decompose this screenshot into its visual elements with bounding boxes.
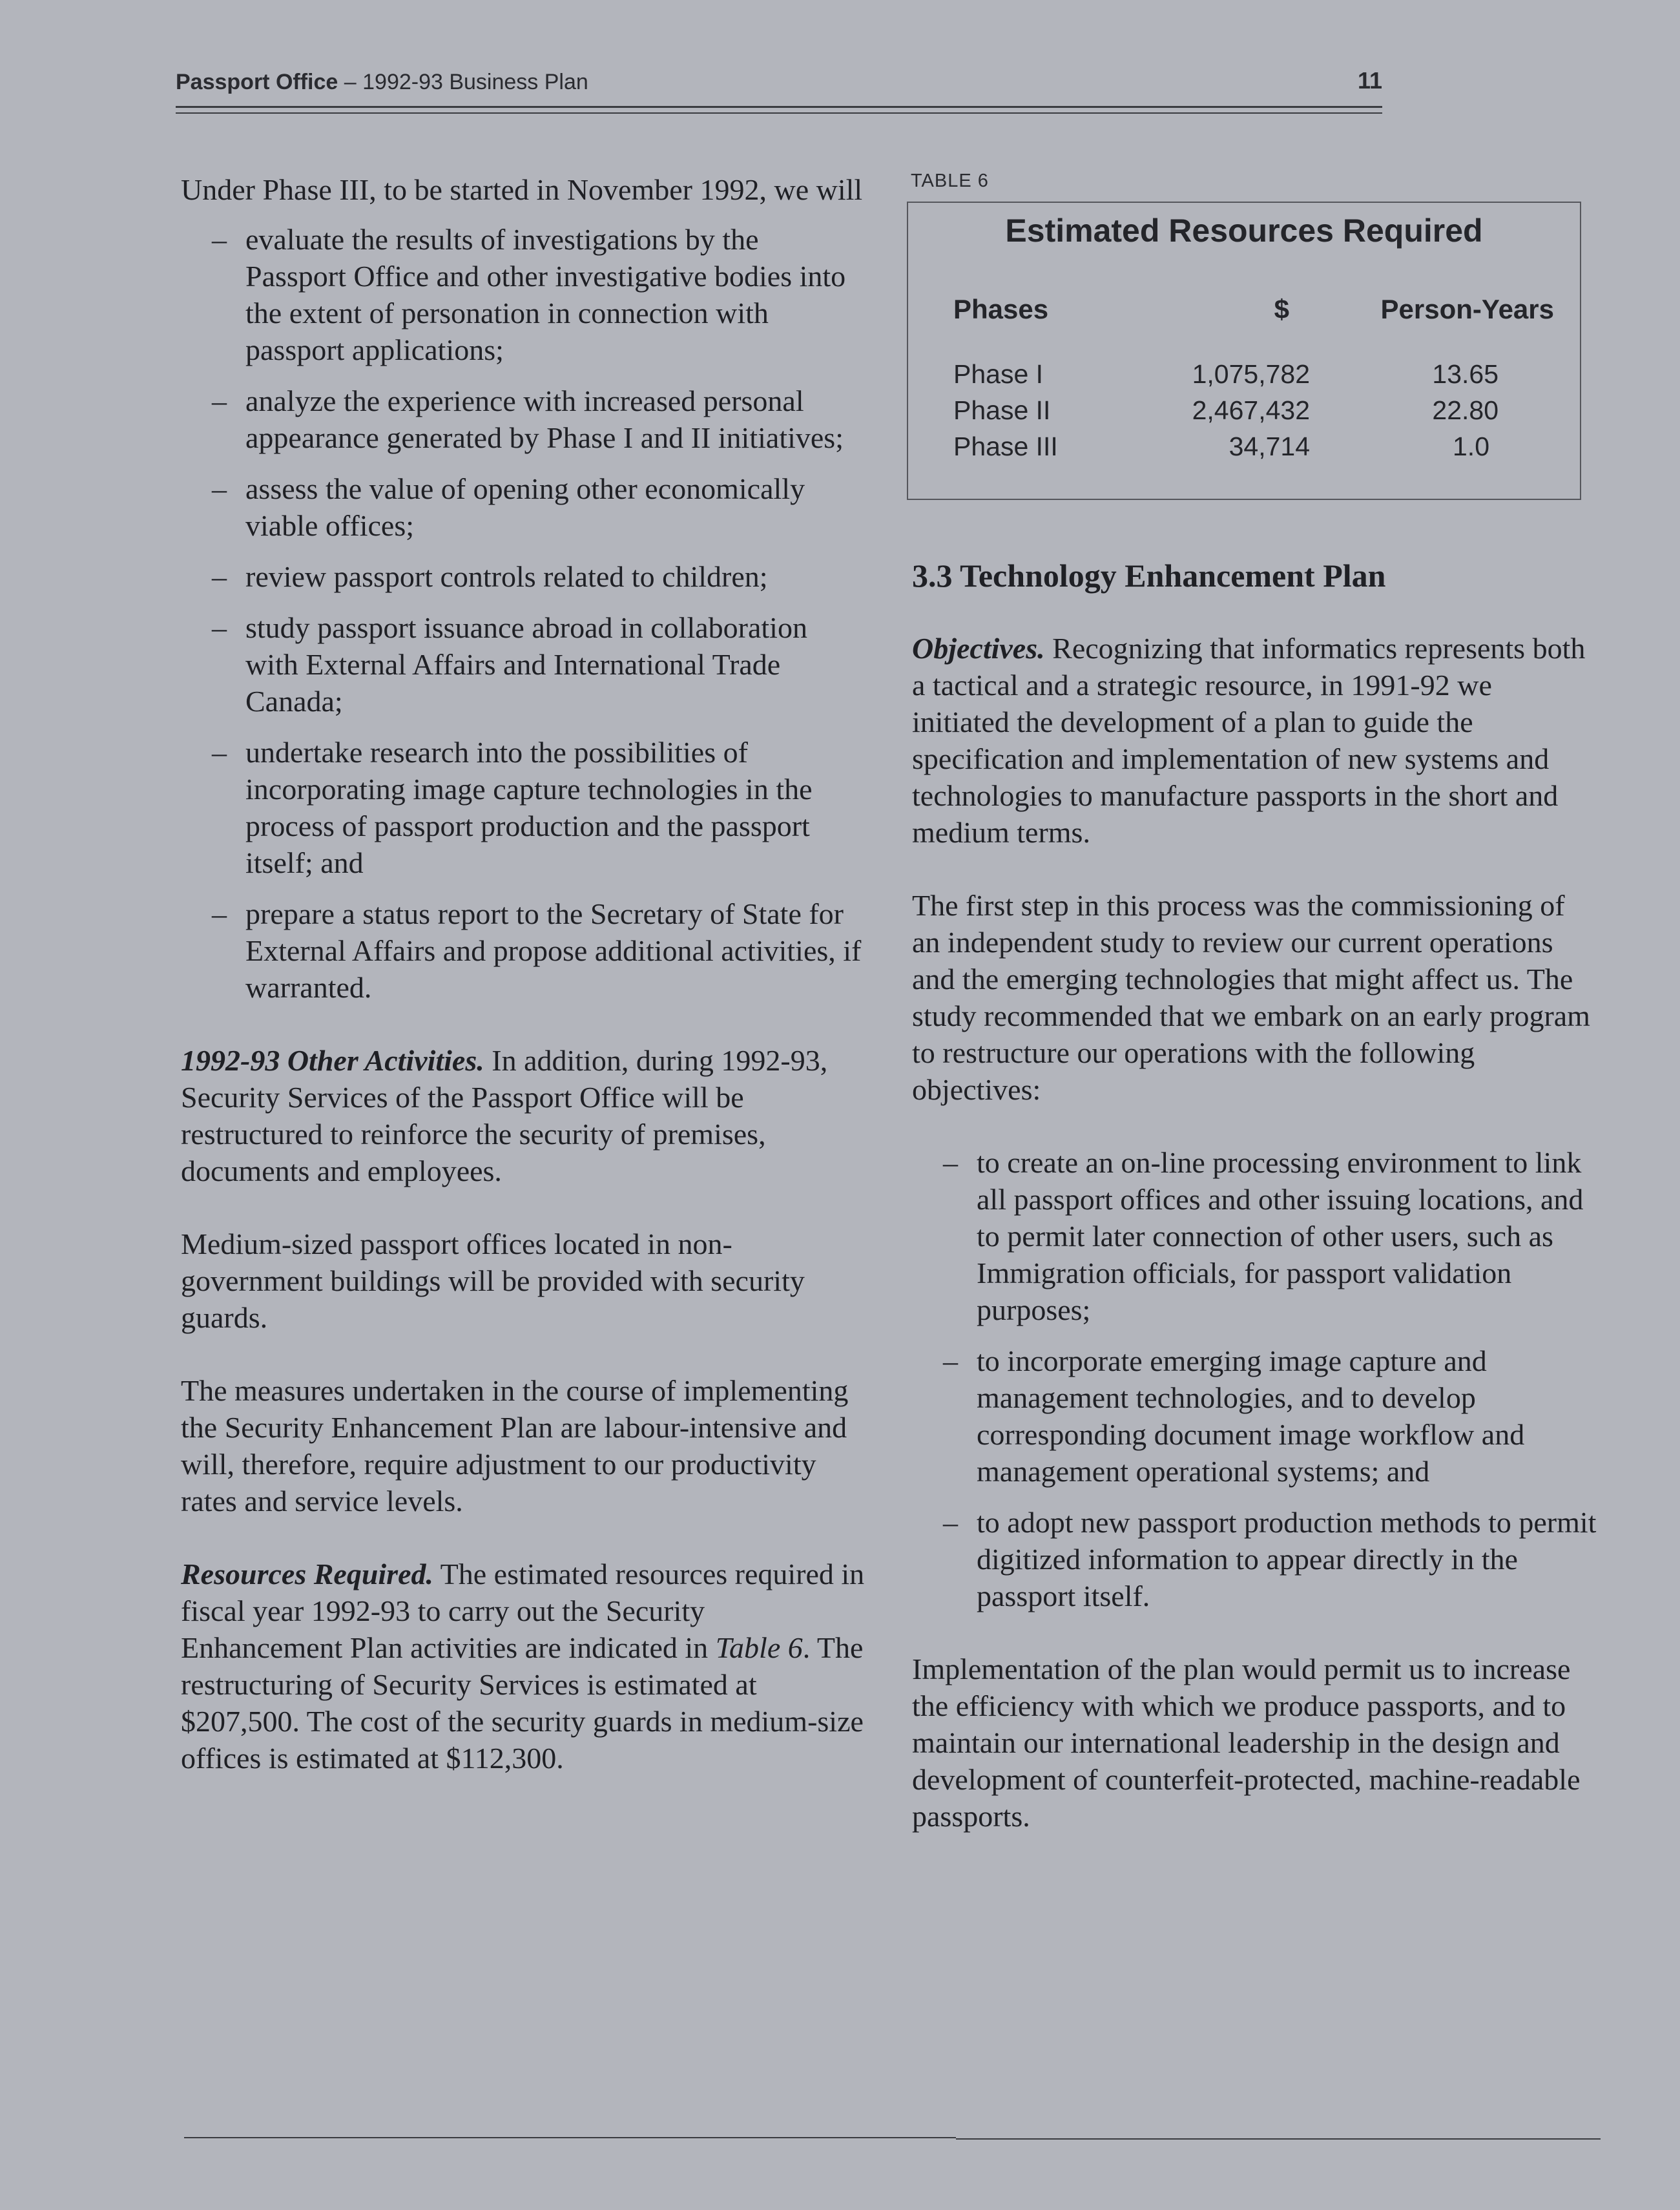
table-title: Estimated Resources Required bbox=[1005, 213, 1483, 249]
list-item: – to incorporate emerging image capture and management technologies, and to develop corresponding document image workflow and management operational systems; and bbox=[912, 1342, 1597, 1490]
right-column bbox=[912, 630, 1597, 1871]
objectives-label: Objectives. bbox=[912, 632, 1045, 665]
footer-rule bbox=[184, 2137, 956, 2138]
left-column bbox=[181, 171, 866, 1813]
list-item: – study passport issuance abroad in collaboration with External Affairs and International Trade Canada; bbox=[181, 609, 866, 720]
objectives-list bbox=[912, 1144, 1597, 1614]
resources-text-end: . The restructuring of Security Services is estimated at $207,500. The cost of the security guards in medium-size offices is estimated at $112,300. bbox=[181, 1631, 864, 1775]
column-header-phases: Phases bbox=[953, 294, 1049, 324]
table-cell: Phase II bbox=[953, 395, 1051, 425]
list-item: – evaluate the results of investigations by the Passport Office and other investigative bodies into the extent of personation in connection with passport applications; bbox=[181, 221, 866, 368]
header-rule-top bbox=[176, 106, 1382, 108]
column-header-dollars: $ bbox=[1274, 294, 1289, 324]
page-header bbox=[176, 67, 1382, 106]
objectives-text: Recognizing that informatics represents both a tactical and a strategic resource, in 1991-92 we initiated the development of a plan to guide the specification and implementation of new systems and technologies to manufacture passports in the short and medium terms. bbox=[912, 632, 1586, 849]
resources-text: The estimated resources required in fiscal year 1992-93 to carry out the Security Enhancement Plan activities are indicated in bbox=[181, 1558, 865, 1664]
list-item: – undertake research into the possibilities of incorporating image capture technologies in the process of passport production and the passport itself; and bbox=[181, 734, 866, 881]
list-item: – review passport controls related to children; bbox=[181, 558, 866, 595]
other-activities-label: 1992-93 Other Activities. bbox=[181, 1044, 484, 1077]
table-cell: Phase III bbox=[953, 432, 1058, 461]
measures-paragraph: The measures undertaken in the course of implementing the Security Enhancement Plan are labour-intensive and will, therefore, require adjustment to our productivity rates and service levels. bbox=[181, 1374, 849, 1517]
other-activities-text: In addition, during 1992-93, Security Services of the Passport Office will be restructured to reinforce the security of premises, documents and employees. bbox=[181, 1044, 828, 1187]
first-step-paragraph: The first step in this process was the commissioning of an independent study to review our current operations and the emerging technologies that might affect us. The study recommended that we embark on an early program to restructure our operations with the following objectives: bbox=[912, 889, 1590, 1106]
table-cell: 1,075,782 bbox=[1192, 359, 1310, 389]
resources-label: Resources Required. bbox=[181, 1558, 433, 1590]
footer-rule-right bbox=[956, 2138, 1601, 2140]
list-item: – to create an on-line processing environment to link all passport offices and other issuing locations, and to permit later connection of other users, such as Immigration officials, for passport validation purposes; bbox=[912, 1144, 1597, 1328]
objectives-paragraph bbox=[912, 630, 1597, 851]
header-org: Passport Office bbox=[176, 70, 338, 94]
phase-three-intro: Under Phase III, to be started in November 1992, we will bbox=[181, 173, 863, 206]
section-heading: 3.3 Technology Enhancement Plan bbox=[912, 558, 1386, 594]
resources-paragraph bbox=[181, 1556, 866, 1777]
header-rule-bottom bbox=[176, 112, 1382, 114]
table-cell: 2,467,432 bbox=[1192, 395, 1310, 425]
header-doc-title: 1992-93 Business Plan bbox=[362, 70, 588, 94]
medium-offices-paragraph: Medium-sized passport offices located in non-government buildings will be provided with security guards. bbox=[181, 1227, 805, 1334]
list-item: – to adopt new passport production methods to permit digitized information to appear directly in the passport itself. bbox=[912, 1504, 1597, 1614]
table-cell: 22.80 bbox=[1432, 395, 1499, 425]
phase-three-list bbox=[181, 221, 866, 1006]
table-label: TABLE 6 bbox=[911, 171, 989, 191]
table-cell: 1.0 bbox=[1453, 432, 1489, 461]
list-item: – analyze the experience with increased personal appearance generated by Phase I and II initiatives; bbox=[181, 382, 866, 456]
running-header bbox=[176, 70, 588, 95]
list-item: – assess the value of opening other economically viable offices; bbox=[181, 470, 866, 544]
table-cell: Phase I bbox=[953, 359, 1044, 389]
resources-table bbox=[907, 202, 1581, 500]
implementation-paragraph: Implementation of the plan would permit us to increase the efficiency with which we produce passports, and to maintain our international leadership in the design and development of counterfeit-protected, machine-readable passports. bbox=[912, 1652, 1581, 1833]
table-cell: 13.65 bbox=[1432, 359, 1499, 389]
page-number: 11 bbox=[1357, 67, 1382, 94]
table-reference: Table 6 bbox=[715, 1631, 803, 1664]
table-cell: 34,714 bbox=[1229, 432, 1310, 461]
list-item: – prepare a status report to the Secretary of State for External Affairs and propose additional activities, if warranted. bbox=[181, 895, 866, 1006]
other-activities-paragraph bbox=[181, 1042, 866, 1189]
column-header-person-years: Person-Years bbox=[1380, 294, 1554, 324]
header-separator: – bbox=[338, 70, 363, 94]
